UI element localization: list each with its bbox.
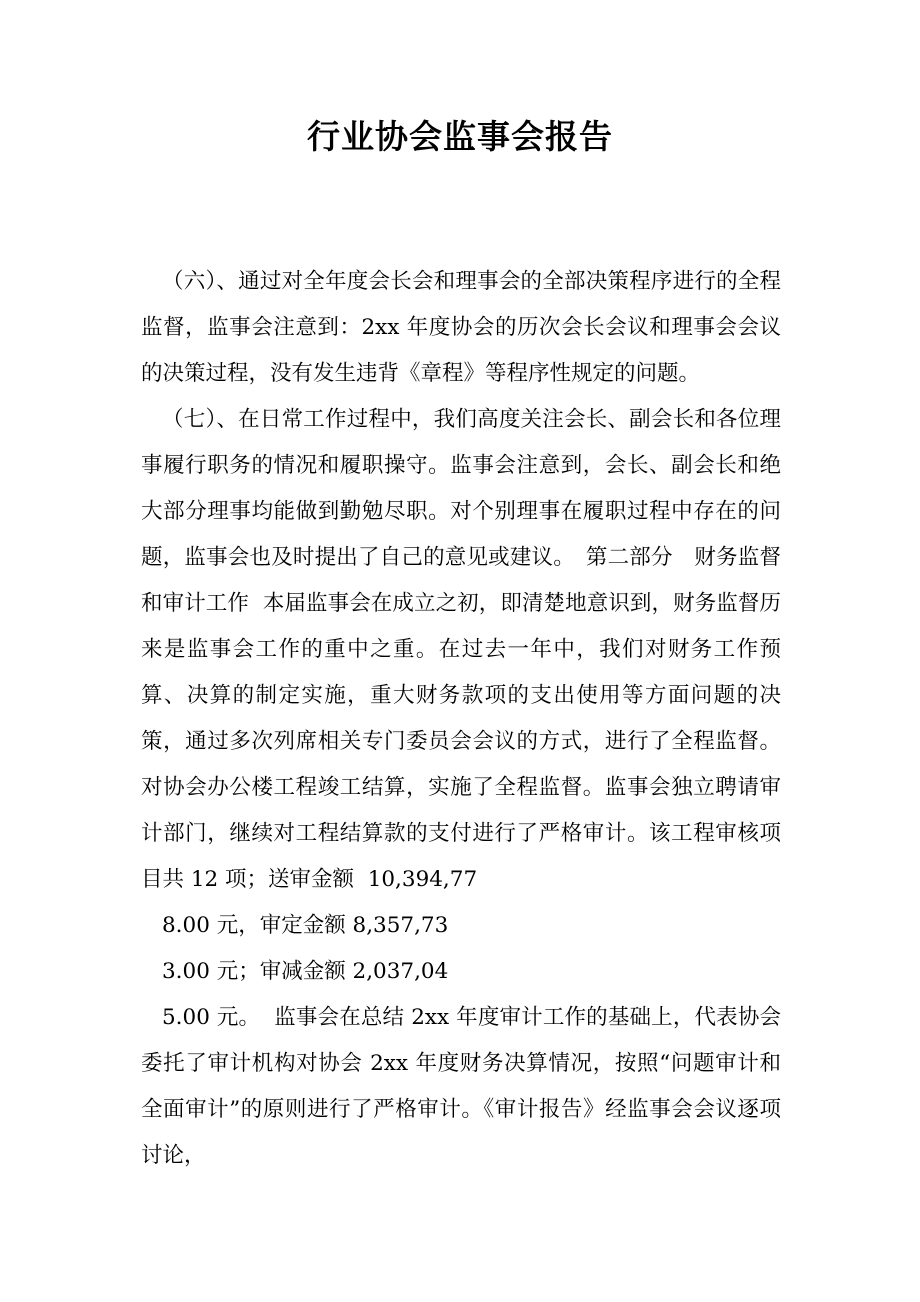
paragraph-amount-reduced: 3.00 元；审减金额 2,037,04 xyxy=(162,959,449,984)
paragraph-section-seven: （七）、在日常工作过程中，我们高度关注会长、副会长和各位理事履行职务的情况和履职操守。监事会注意到，会长、副会长和绝大部分理事均能做到勤勉尽职。对个别理事在履职过程中存在的问题，监事会也及时提出了自己的意见或建议。 第二部分 财务监督和审计工作 本届监事会在成立之初，即清楚地意识到，财务监督历来是监事会工作的重中之重。在过去一年中，我们对财务工作预算、决算的制定实施，重大财务款项的支出使用等方面问题的决策，通过多次列席相关专门委员会会议的方式，进行了全程监督。对协会办公楼工程竣工结算，实施了全程监督。监事会独立聘请审计部门，继续对工程结算款的支付进行了严格审计。该工程审核项目共 12 项；送审金额 10,394,77 xyxy=(141,407,781,892)
paragraph-audit-summary: 5.00 元。 监事会在总结 2xx 年度审计工作的基础上，代表协会委托了审计机构对协会 2xx 年度财务决算情况，按照“问题审计和全面审计”的原则进行了严格审计。《审计报告》经监事会会议逐项讨论， xyxy=(141,1005,781,1168)
paragraph-section-six: （六）、通过对全年度会长会和理事会的全部决策程序进行的全程监督，监事会注意到：2xx 年度协会的历次会长会议和理事会会议的决策过程，没有发生违背《章程》等程序性规定的问题。 xyxy=(141,269,781,386)
document-body xyxy=(141,259,781,1179)
document-title: 行业协会监事会报告 xyxy=(307,117,613,156)
paragraph-amount-approved: 8.00 元，审定金额 8,357,73 xyxy=(162,913,449,938)
